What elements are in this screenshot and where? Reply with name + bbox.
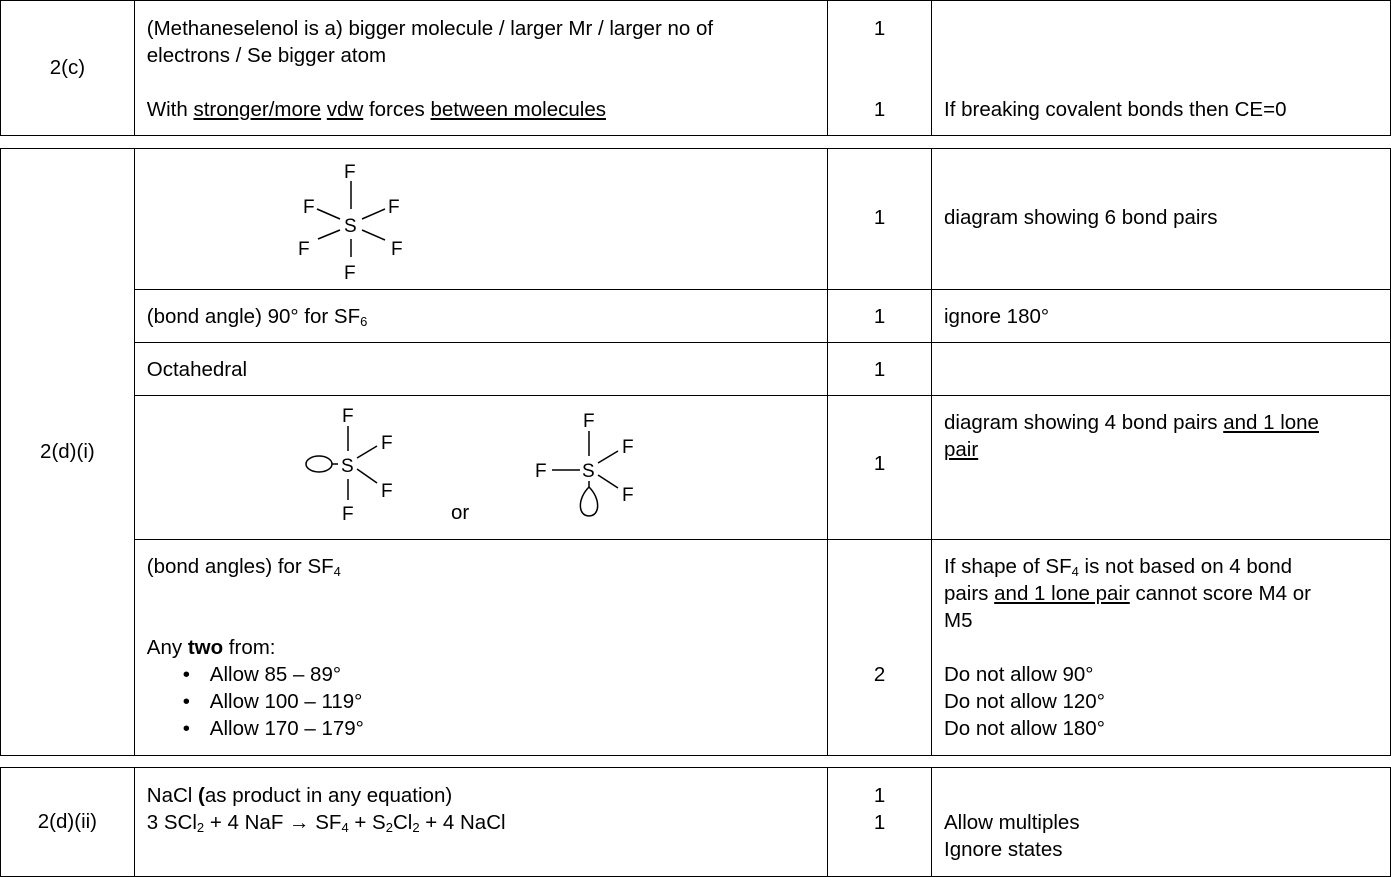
sulfur-atom-label: S — [581, 461, 595, 482]
sulfur-atom-label: S — [343, 216, 357, 237]
marks-cell — [828, 540, 932, 756]
equation-part: 3 SCl — [146, 811, 197, 834]
sf6-structure-diagram — [285, 157, 425, 287]
question-number-cell — [1, 1, 135, 136]
underlined-keyword: vdw — [326, 98, 364, 121]
answer-cell — [134, 768, 827, 877]
guidance-text — [944, 553, 1292, 580]
guidance-text: M5 — [944, 609, 973, 632]
bullet-icon: • — [182, 717, 190, 740]
guidance-text: Do not allow 90° — [944, 663, 1094, 686]
question-number: 2(d)(ii) — [37, 810, 97, 833]
fluorine-atom-label: F — [582, 411, 595, 432]
fluorine-atom-label: F — [380, 433, 393, 454]
guidance-text — [944, 436, 978, 463]
mark-value: 1 — [873, 358, 886, 381]
fluorine-atom-label: F — [341, 504, 354, 525]
answer-text: from: — [223, 636, 276, 659]
marks-cell — [828, 343, 932, 396]
underlined-keyword: stronger/more — [193, 98, 322, 121]
answer-line — [147, 634, 276, 661]
equation-part: Cl — [392, 811, 413, 834]
guidance-cell — [932, 540, 1391, 756]
marks-cell — [828, 1, 932, 136]
guidance-span: is not based on 4 bond — [1078, 555, 1292, 578]
sulfur-atom-label: S — [340, 456, 354, 477]
mark-value: 1 — [873, 98, 886, 121]
answer-text: forces — [363, 98, 431, 121]
answer-text: Any — [146, 636, 188, 659]
guidance-cell — [932, 396, 1391, 540]
answer-line: Octahedral — [146, 358, 248, 381]
guidance-span: diagram showing 4 bond pairs — [944, 411, 1224, 434]
equation-part: + S — [348, 811, 386, 834]
equation-part: + 4 NaF → SF — [204, 811, 342, 834]
guidance-span: If shape of SF — [944, 555, 1072, 578]
mark-value: 1 — [873, 206, 886, 229]
mark-value: 1 — [873, 811, 886, 834]
answer-line — [147, 553, 341, 580]
bullet-icon: • — [182, 663, 190, 686]
list-item — [147, 688, 363, 715]
fluorine-atom-label: F — [534, 461, 547, 482]
or-text: or — [450, 501, 470, 524]
mark-scheme-table-2dii — [0, 767, 1391, 877]
fluorine-atom-label: F — [390, 239, 403, 260]
bullet-text: Allow 170 – 179° — [209, 717, 364, 740]
underlined-keyword: pair — [944, 438, 979, 461]
answer-text: With — [146, 98, 194, 121]
guidance-text: Do not allow 180° — [944, 717, 1105, 740]
guidance-text: diagram showing 6 bond pairs — [944, 206, 1218, 229]
list-item — [147, 715, 364, 742]
mark-scheme-table-2di — [0, 148, 1391, 756]
answer-line: (Methaneselenol is a) bigger molecule / larger Mr / larger no of — [146, 17, 714, 40]
answer-text: (bond angle) 90° for SF — [146, 305, 361, 328]
guidance-cell — [932, 343, 1391, 396]
question-number: 2(d)(i) — [40, 440, 95, 463]
subscript: 4 — [1071, 564, 1079, 579]
fluorine-atom-label: F — [621, 437, 634, 458]
question-number: 2(c) — [49, 56, 86, 79]
answer-line — [147, 96, 606, 123]
mark-value: 2 — [873, 663, 886, 686]
fluorine-atom-label: F — [343, 162, 356, 183]
equation-part: + 4 NaCl — [419, 811, 506, 834]
underlined-keyword: and 1 lone pair — [994, 582, 1130, 605]
answer-cell — [134, 1, 827, 136]
guidance-cell — [932, 290, 1391, 343]
answer-text: (bond angles) for SF — [146, 555, 334, 578]
bullet-text: Allow 100 – 119° — [209, 690, 363, 713]
guidance-text: If breaking covalent bonds then CE=0 — [944, 98, 1287, 121]
fluorine-atom-label: F — [341, 406, 354, 427]
answer-text: NaCl — [146, 784, 199, 807]
fluorine-atom-label: F — [387, 197, 400, 218]
guidance-text: Ignore states — [944, 838, 1063, 861]
guidance-text: Do not allow 120° — [944, 690, 1105, 713]
fluorine-atom-label: F — [343, 263, 356, 284]
fluorine-atom-label: F — [380, 481, 393, 502]
fluorine-atom-label: F — [302, 197, 315, 218]
guidance-span: pairs — [944, 582, 995, 605]
subscript: 2 — [196, 820, 205, 835]
answer-cell — [134, 343, 827, 396]
answer-text: as product in any equation) — [204, 784, 453, 807]
question-number-cell — [1, 149, 135, 756]
subscript: 2 — [385, 820, 393, 835]
marks-cell — [828, 290, 932, 343]
marks-cell — [828, 149, 932, 290]
underlined-keyword: and 1 lone — [1223, 411, 1319, 434]
guidance-cell — [932, 768, 1391, 877]
answer-line: electrons / Se bigger atom — [146, 44, 387, 67]
answer-line — [147, 303, 368, 330]
mark-scheme-table-2c — [0, 0, 1391, 136]
answer-cell — [134, 540, 827, 756]
guidance-text: ignore 180° — [944, 305, 1050, 328]
fluorine-atom-label: F — [297, 239, 310, 260]
mark-value: 1 — [873, 452, 886, 475]
list-item — [147, 661, 341, 688]
subscript: 2 — [412, 820, 420, 835]
guidance-text: Allow multiples — [944, 811, 1080, 834]
guidance-text — [944, 580, 1311, 607]
guidance-span: cannot score M4 or — [1129, 582, 1311, 605]
answer-cell — [134, 290, 827, 343]
sf4-structure-diagrams — [295, 402, 675, 537]
subscript: 4 — [333, 564, 341, 579]
mark-value: 1 — [873, 17, 886, 40]
bullet-text: Allow 85 – 89° — [209, 663, 342, 686]
answer-cell — [134, 149, 827, 290]
chemical-equation — [147, 809, 506, 836]
fluorine-atom-label: F — [621, 485, 634, 506]
answer-cell — [134, 396, 827, 540]
bullet-icon: • — [182, 690, 190, 713]
question-number-cell — [1, 768, 135, 877]
underlined-keyword: between molecules — [430, 98, 606, 121]
subscript: 4 — [341, 820, 349, 835]
bold-keyword: ( — [198, 784, 205, 807]
answer-line — [147, 782, 452, 809]
mark-value: 1 — [873, 305, 886, 328]
bold-keyword: two — [187, 636, 224, 659]
marks-cell — [828, 768, 932, 877]
subscript: 6 — [360, 314, 368, 329]
marks-cell — [828, 396, 932, 540]
guidance-text — [944, 409, 1319, 436]
sf4-diagram-left — [341, 406, 393, 525]
guidance-cell — [932, 1, 1391, 136]
guidance-cell — [932, 149, 1391, 290]
mark-value: 1 — [873, 784, 886, 807]
sf6-atoms — [298, 162, 403, 284]
